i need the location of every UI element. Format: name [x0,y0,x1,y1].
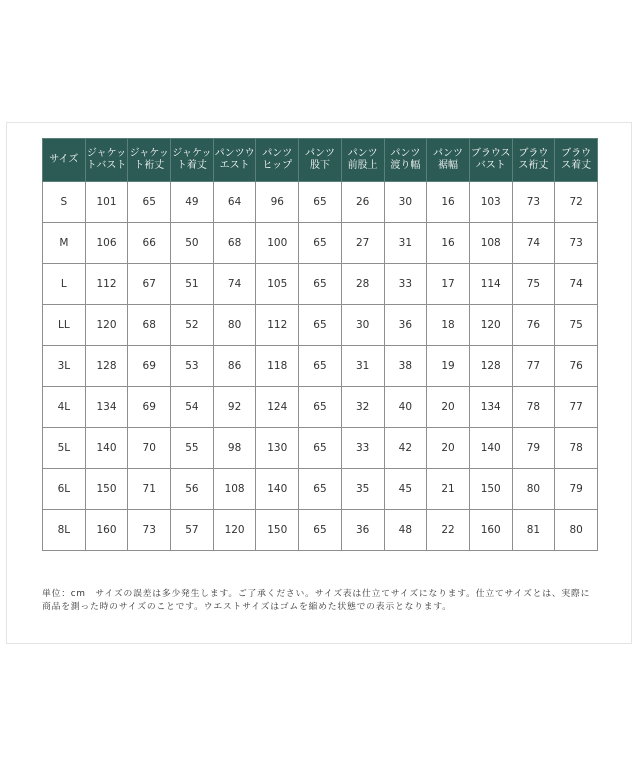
measurement-cell: 48 [384,510,427,551]
measurement-cell: 73 [512,182,555,223]
measurement-cell: 72 [555,182,598,223]
measurement-cell: 76 [512,305,555,346]
size-label-cell: 5L [43,428,86,469]
column-header-line: パンツ [347,148,378,159]
column-header-line: バスト [475,160,506,171]
measurement-cell: 73 [128,510,171,551]
column-header-line: 前股上 [347,160,378,171]
measurement-cell: 78 [512,387,555,428]
measurement-cell: 75 [512,264,555,305]
column-header-line: ジャケッ [129,148,169,159]
column-header [427,139,470,182]
measurement-cell: 114 [469,264,512,305]
measurement-cell: 130 [256,428,299,469]
table-row [43,182,598,223]
size-table-body [43,182,598,551]
measurement-cell: 150 [256,510,299,551]
table-row [43,510,598,551]
measurement-cell: 20 [427,428,470,469]
measurement-cell: 28 [341,264,384,305]
measurement-cell: 68 [128,305,171,346]
measurement-cell: 150 [469,469,512,510]
measurement-cell: 42 [384,428,427,469]
measurement-cell: 32 [341,387,384,428]
measurement-cell: 18 [427,305,470,346]
measurement-cell: 140 [469,428,512,469]
column-header [85,139,128,182]
measurement-cell: 112 [256,305,299,346]
measurement-cell: 65 [299,264,342,305]
size-label-cell: M [43,223,86,264]
size-label-cell: LL [43,305,86,346]
measurement-cell: 16 [427,182,470,223]
column-header-line: パンツ [262,148,293,159]
measurement-cell: 79 [555,469,598,510]
measurement-cell: 101 [85,182,128,223]
column-header [512,139,555,182]
measurement-cell: 65 [299,428,342,469]
size-note: 単位：cm サイズの誤差は多少発生します。ご了承ください。サイズ表は仕立てサイズになります。仕立てサイズとは、実際に商品を測った時のサイズのことです。ウエストサイズはゴムを縮めた状態での表示となります。 [42,589,591,612]
measurement-cell: 30 [341,305,384,346]
measurement-cell: 70 [128,428,171,469]
measurement-cell: 71 [128,469,171,510]
size-table-header [43,139,598,182]
measurement-cell: 56 [171,469,214,510]
measurement-cell: 98 [213,428,256,469]
column-header-line: ブラウス [470,148,511,159]
column-header [384,139,427,182]
measurement-cell: 27 [341,223,384,264]
measurement-cell: 33 [384,264,427,305]
measurement-cell: 73 [555,223,598,264]
column-header-line: ブラウ [561,148,592,159]
measurement-cell: 108 [469,223,512,264]
measurement-cell: 45 [384,469,427,510]
measurement-cell: 150 [85,469,128,510]
measurement-cell: 65 [299,223,342,264]
table-row [43,387,598,428]
table-row [43,469,598,510]
measurement-cell: 160 [469,510,512,551]
measurement-cell: 120 [85,305,128,346]
column-header [171,139,214,182]
measurement-cell: 140 [256,469,299,510]
measurement-cell: 36 [341,510,384,551]
size-label-cell: 4L [43,387,86,428]
measurement-cell: 19 [427,346,470,387]
size-label-cell: 8L [43,510,86,551]
column-header-line: ブラウ [518,148,549,159]
measurement-cell: 16 [427,223,470,264]
measurement-cell: 76 [555,346,598,387]
measurement-cell: 77 [512,346,555,387]
measurement-cell: 65 [299,182,342,223]
size-table [42,138,598,551]
measurement-cell: 69 [128,346,171,387]
table-row [43,264,598,305]
measurement-cell: 120 [213,510,256,551]
measurement-cell: 74 [213,264,256,305]
size-label-cell: L [43,264,86,305]
measurement-cell: 105 [256,264,299,305]
measurement-cell: 134 [469,387,512,428]
column-header-line: サイズ [49,154,79,165]
measurement-cell: 65 [299,346,342,387]
column-header [43,139,86,182]
measurement-cell: 22 [427,510,470,551]
size-label-cell: 6L [43,469,86,510]
measurement-cell: 118 [256,346,299,387]
column-header-line: ヒップ [262,160,293,171]
column-header-line: ジャケッ [172,148,212,159]
measurement-cell: 81 [512,510,555,551]
measurement-cell: 120 [469,305,512,346]
column-header-line: ト裄丈 [134,160,165,171]
measurement-cell: 66 [128,223,171,264]
column-header-line: ジャケッ [86,148,127,159]
header-row [43,139,598,182]
measurement-cell: 65 [299,387,342,428]
column-header [299,139,342,182]
measurement-cell: 35 [341,469,384,510]
measurement-cell: 68 [213,223,256,264]
measurement-cell: 38 [384,346,427,387]
column-header-line: パンツ [433,148,464,159]
measurement-cell: 54 [171,387,214,428]
column-header-line: パンツ [304,148,335,159]
measurement-cell: 49 [171,182,214,223]
column-header [256,139,299,182]
column-header-line: 裾幅 [438,160,459,171]
measurement-cell: 74 [512,223,555,264]
column-header-line: ス着丈 [561,160,592,171]
column-header [341,139,384,182]
measurement-cell: 96 [256,182,299,223]
column-header-line: 股下 [309,160,330,171]
column-header-line: ス裄丈 [518,160,549,171]
measurement-cell: 69 [128,387,171,428]
measurement-cell: 65 [299,510,342,551]
column-header-line: パンツウ [214,148,255,159]
measurement-cell: 51 [171,264,214,305]
column-header-line: 渡り幅 [390,160,421,171]
measurement-cell: 26 [341,182,384,223]
measurement-cell: 160 [85,510,128,551]
measurement-cell: 124 [256,387,299,428]
measurement-cell: 52 [171,305,214,346]
measurement-cell: 112 [85,264,128,305]
measurement-cell: 31 [384,223,427,264]
table-row [43,223,598,264]
table-row [43,305,598,346]
measurement-cell: 40 [384,387,427,428]
measurement-cell: 86 [213,346,256,387]
measurement-cell: 21 [427,469,470,510]
column-header [555,139,598,182]
measurement-cell: 20 [427,387,470,428]
measurement-cell: 140 [85,428,128,469]
size-label-cell: S [43,182,86,223]
measurement-cell: 53 [171,346,214,387]
size-label-cell: 3L [43,346,86,387]
measurement-cell: 57 [171,510,214,551]
measurement-cell: 78 [555,428,598,469]
measurement-cell: 77 [555,387,598,428]
measurement-cell: 74 [555,264,598,305]
column-header-line: トバスト [86,160,127,171]
measurement-cell: 79 [512,428,555,469]
column-header [469,139,512,182]
measurement-cell: 128 [469,346,512,387]
measurement-cell: 55 [171,428,214,469]
measurement-cell: 80 [512,469,555,510]
column-header [213,139,256,182]
measurement-cell: 106 [85,223,128,264]
measurement-cell: 65 [128,182,171,223]
column-header-line: パンツ [390,148,421,159]
table-row [43,428,598,469]
measurement-cell: 30 [384,182,427,223]
table-row [43,346,598,387]
measurement-cell: 17 [427,264,470,305]
measurement-cell: 36 [384,305,427,346]
measurement-cell: 80 [213,305,256,346]
measurement-cell: 67 [128,264,171,305]
measurement-cell: 108 [213,469,256,510]
measurement-cell: 31 [341,346,384,387]
measurement-cell: 103 [469,182,512,223]
measurement-cell: 50 [171,223,214,264]
column-header-line: ト着丈 [176,160,207,171]
measurement-cell: 33 [341,428,384,469]
measurement-cell: 75 [555,305,598,346]
measurement-cell: 128 [85,346,128,387]
measurement-cell: 100 [256,223,299,264]
measurement-cell: 134 [85,387,128,428]
measurement-cell: 65 [299,305,342,346]
column-header [128,139,171,182]
measurement-cell: 65 [299,469,342,510]
column-header-line: エスト [219,160,250,171]
measurement-cell: 64 [213,182,256,223]
measurement-cell: 92 [213,387,256,428]
measurement-cell: 80 [555,510,598,551]
